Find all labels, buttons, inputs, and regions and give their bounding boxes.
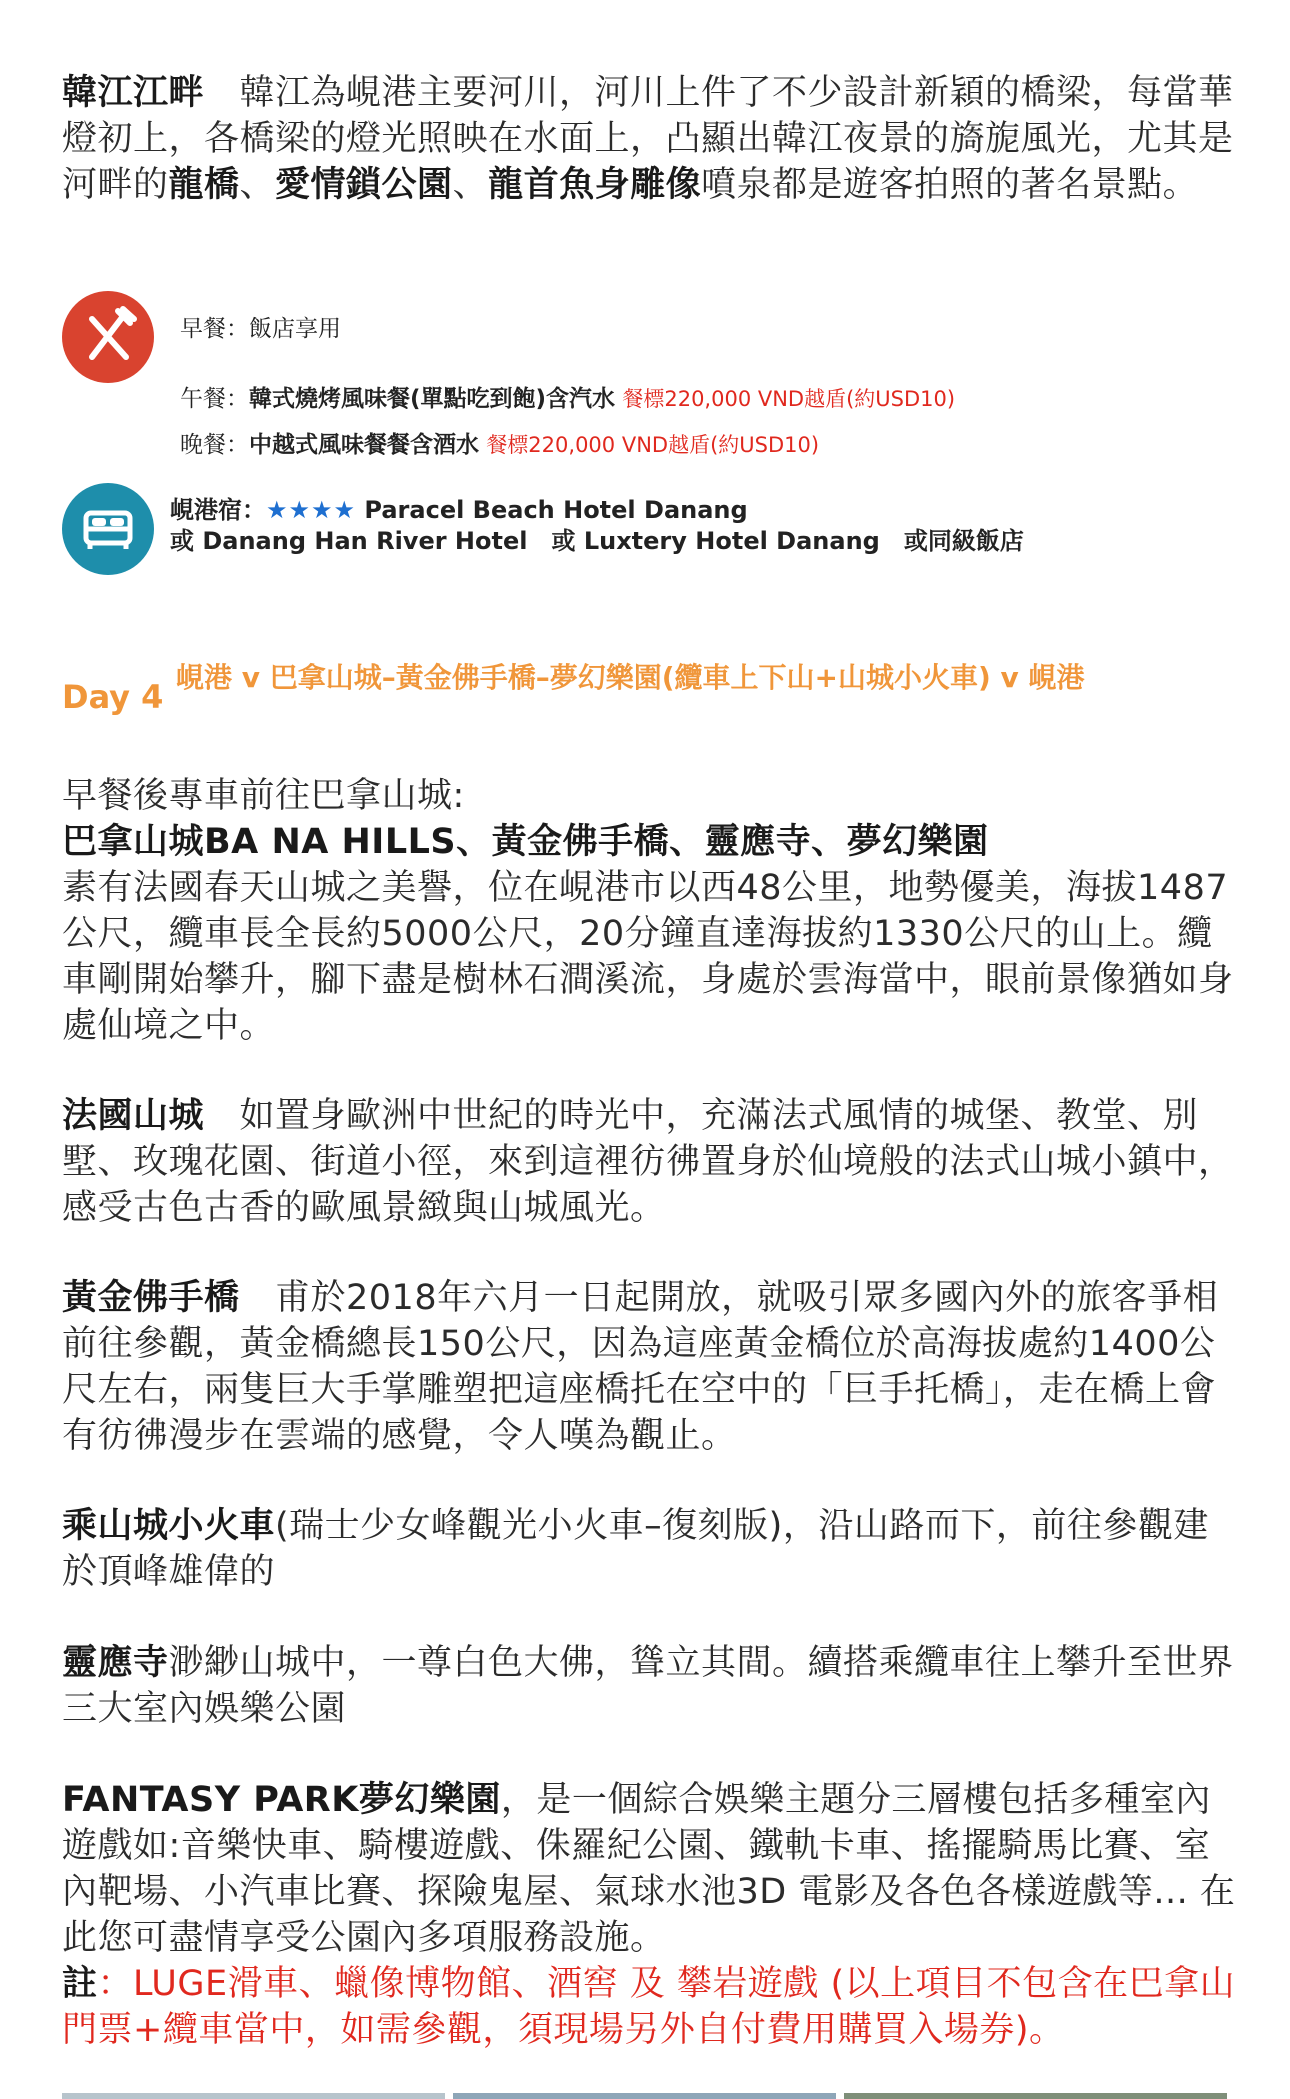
hotel-line-2: 或 Danang Han River Hotel 或 Luxtery Hotel Danang 或同級飯店: [170, 527, 1024, 555]
photo-3: [844, 2093, 1227, 2099]
fantasy-park-paragraph: FANTASY PARK夢幻樂園，是一個綜合娛樂主題分三層樓包括多種室內遊戲如:音樂快車、騎樓遊戲、侏羅紀公園、鐵軌卡車、搖擺騎馬比賽、室內靶場、小汽車比賽、探險鬼屋、氣球水池3D 電影及各色各樣遊戲等... 在此您可盡情享受公園內多項服務設施。: [62, 1780, 1236, 1958]
mountain-train-paragraph: 乘山城小火車(瑞士少女峰觀光小火車–復刻版)，沿山路而下，前往參觀建於頂峰雄偉的: [62, 1506, 1209, 1592]
hotel-line-1: [170, 494, 748, 526]
hotel-label: 峴港宿：: [170, 496, 266, 524]
han-river-paragraph: 韓江江畔 韓江為峴港主要河川，河川上件了不少設計新穎的橋梁，每當華燈初上，各橋梁的燈光照映在水面上，凸顯出韓江夜景的旖旎風光，尤其是河畔的龍橋、愛情鎖公園、龍首魚身雕像噴泉都是遊客拍照的著名景點。: [62, 73, 1234, 205]
photo-2: [453, 2093, 836, 2099]
intro-line: 早餐後專車前往巴拿山城:: [62, 776, 465, 816]
dinner-price: 餐標220,000 VND越盾(約USD10): [486, 433, 820, 457]
fork-knife-icon: [62, 291, 154, 383]
hotel-stars: ★★★★: [266, 496, 357, 524]
dragon-bridge: 龍橋: [168, 165, 240, 205]
photo-strip: [62, 2093, 1227, 2099]
love-lock-park: 愛情鎖公園: [275, 165, 453, 205]
dinner-line: 晚餐：中越式風味餐餐含酒水 餐標220,000 VND越盾(約USD10): [180, 432, 820, 458]
day-title: 峴港 v 巴拿山城–黃金佛手橋–夢幻樂園(纜車上下山+山城小火車) v 峴港: [176, 661, 1085, 694]
french-village-title: 法國山城: [62, 1096, 205, 1136]
note-label: 註: [62, 1964, 98, 2004]
dragon-carp-statue: 龍首魚身雕像: [488, 165, 702, 205]
day-label: Day 4: [62, 678, 164, 716]
french-village-paragraph: 法國山城 如置身歐洲中世紀的時光中，充滿法式風情的城堡、教堂、別墅、玫瑰花園、街道小徑，來到這裡彷彿置身於仙境般的法式山城小鎮中，感受古色古香的歐風景緻與山城風光。: [62, 1096, 1234, 1228]
ba-na-hills-heading: 巴拿山城BA NA HILLS、黃金佛手橋、靈應寺、夢幻樂園: [62, 822, 989, 862]
lunch-value: 韓式燒烤風味餐(單點吃到飽)含汽水: [249, 386, 616, 412]
golden-bridge-paragraph: 黃金佛手橋 甫於2018年六月一日起開放，就吸引眾多國內外的旅客爭相前往參觀，黃金橋總長150公尺，因為這座黃金橋位於高海拔處約1400公尺左右，兩隻巨大手掌雕塑把這座橋托在空中的「巨手托橋」，走在橋上會有彷彿漫步在雲端的感覺，令人嘆為觀止。: [62, 1278, 1219, 1456]
han-river-title: 韓江江畔: [62, 73, 205, 113]
fantasy-park-title: FANTASY PARK夢幻樂園: [62, 1780, 501, 1820]
bed-icon: [62, 483, 154, 575]
linh-ung-pagoda-paragraph: 靈應寺渺緲山城中，一尊白色大佛，聳立其間。續搭乘纜車往上攀升至世界三大室內娛樂公園: [62, 1643, 1234, 1729]
linh-ung-pagoda-title: 靈應寺: [62, 1643, 169, 1683]
breakfast-value: 飯店享用: [249, 316, 341, 342]
golden-bridge-title: 黃金佛手橋: [62, 1278, 240, 1318]
note-text: ：LUGE滑車、蠟像博物館、酒窖 及 攀岩遊戲 (以上項目不包含在巴拿山門票+纜車當中，如需參觀，須現場另外自付費用購買入場券)。: [62, 1964, 1236, 2050]
dinner-value: 中越式風味餐餐含酒水: [249, 432, 479, 458]
ba-na-hills-text: 素有法國春天山城之美譽，位在峴港市以西48公里，地勢優美，海拔1487公尺，纜車長全長約5000公尺，20分鐘直達海拔約1330公尺的山上。纜車剛開始攀升，腳下盡是樹林石澗溪流，身處於雲海當中，眼前景像猶如身處仙境之中。: [62, 868, 1234, 1046]
note-paragraph: [62, 1961, 1242, 2053]
lunch-line: 午餐：韓式燒烤風味餐(單點吃到飽)含汽水 餐標220,000 VND越盾(約USD10): [180, 386, 956, 412]
breakfast-line: 早餐：飯店享用: [180, 316, 341, 342]
hotel-name-primary: Paracel Beach Hotel Danang: [356, 496, 748, 524]
photo-1: [62, 2093, 445, 2099]
lunch-price: 餐標220,000 VND越盾(約USD10): [622, 387, 956, 411]
han-river-text: 韓江為峴港主要河川，河川上件了不少設計新穎的橋梁，每當華燈初上，各橋梁的燈光照映在水面上，凸顯出韓江夜景的旖旎風光，尤其是河畔的: [62, 73, 1234, 205]
mountain-train-title: 乘山城小火車: [62, 1506, 276, 1546]
